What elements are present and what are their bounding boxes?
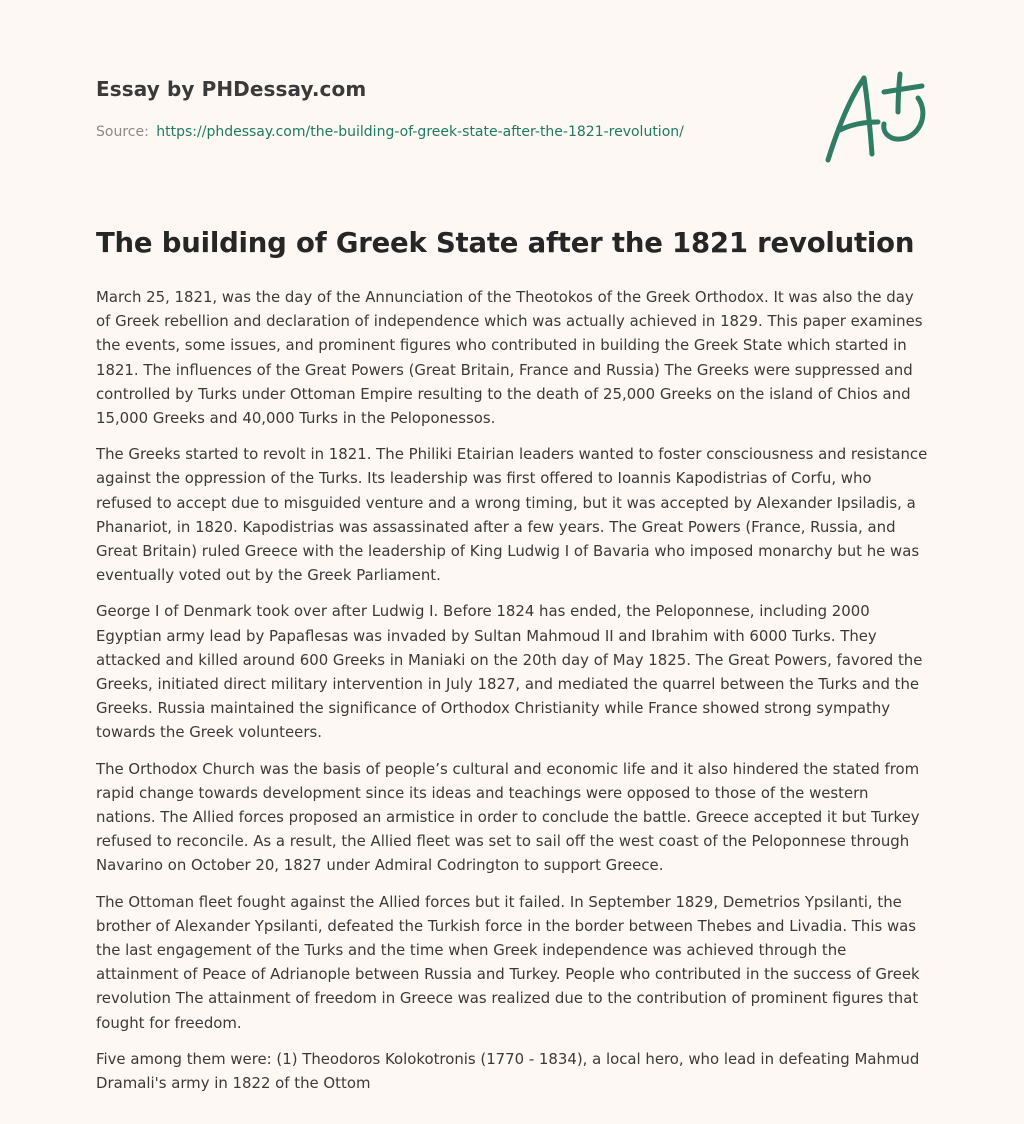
essay-paragraph: The Ottoman fleet fought against the Allied forces but it failed. In September 1829, Demetrios Ypsilanti, the brother of Alexander Ypsilanti, defeated the Turkish force in the border between Thebes and Livadia. This was the last engagement of the Turks and the time when Greek independence was achieved through the attainment of Peace of Adrianople between Russia and Turkey. People who contributed in the success of Greek revolution The attainment of freedom in Greece was realized due to the contribution of prominent figures that fought for freedom.: [96, 892, 920, 1032]
source-label: Source:: [96, 124, 149, 140]
essay-paragraph: The Orthodox Church was the basis of people’s cultural and economic life and it also hindered the stated from rapid change towards development since its ideas and teachings were opposed to those of the western nations. The Allied forces proposed an armistice in order to conclude the battle. Greece accepted it but Turkey refused to reconcile. As a result, the Allied fleet was set to sail off the west coast of the Peloponnese through Navarino on October 20, 1827 under Admiral Codrington to support Greece.: [96, 759, 920, 875]
essay-body: [96, 285, 928, 1107]
essay-paragraph: George I of Denmark took over after Ludwig I. Before 1824 has ended, the Peloponnese, including 2000 Egyptian army lead by Papaflesas was invaded by Sultan Mahmoud II and Ibrahim with 6000 Turks. They attacked and killed around 600 Greeks in Maniaki on the 20th day of May 1825. The Great Powers, favored the Greeks, initiated direct military intervention in July 1827, and mediated the quarrel between the Turks and the Greeks. Russia maintained the significance of Orthodox Christianity while France showed strong sympathy towards the Greek volunteers.: [96, 602, 923, 742]
essay-title: The building of Greek State after the 1821 revolution: [96, 227, 915, 259]
a-plus-logo: [818, 68, 932, 164]
essay-paragraph: The Greeks started to revolt in 1821. The Philiki Etairian leaders wanted to foster consciousness and resistance against the oppression of the Turks. Its leadership was first offered to Ioannis Kapodistrias of Corfu, who refused to accept due to misguided venture and a wrong timing, but it was accepted by Alexander Ipsiladis, a Phanariot, in 1820. Kapodistrias was assassinated after a few years. The Great Powers (France, Russia, and Great Britain) ruled Greece with the leadership of King Ludwig I of Bavaria who imposed monarchy but he was eventually voted out by the Greek Parliament.: [96, 445, 928, 585]
source-line: [96, 124, 684, 140]
essay-paragraph: March 25, 1821, was the day of the Annunciation of the Theotokos of the Greek Orthodox. It was also the day of Greek rebellion and declaration of independence which was actually achieved in 1829. This paper examines the events, some issues, and prominent figures who contributed in building the Greek State which started in 1821. The influences of the Great Powers (Great Britain, France and Russia) The Greeks were suppressed and controlled by Turks under Ottoman Empire resulting to the death of 25,000 Greeks on the island of Chios and 15,000 Greeks and 40,000 Turks in the Peloponessos.: [96, 288, 923, 428]
site-title: Essay by PHDessay.com: [96, 77, 367, 101]
a-plus-logo-icon: [818, 68, 932, 164]
essay-paragraph: Five among them were: (1) Theodoros Kolokotronis (1770 - 1834), a local hero, who lead in defeating Mahmud Dramali's army in 1822 of the Ottom: [96, 1049, 920, 1093]
source-link[interactable]: https://phdessay.com/the-building-of-greek-state-after-the-1821-revolution/: [156, 124, 684, 140]
